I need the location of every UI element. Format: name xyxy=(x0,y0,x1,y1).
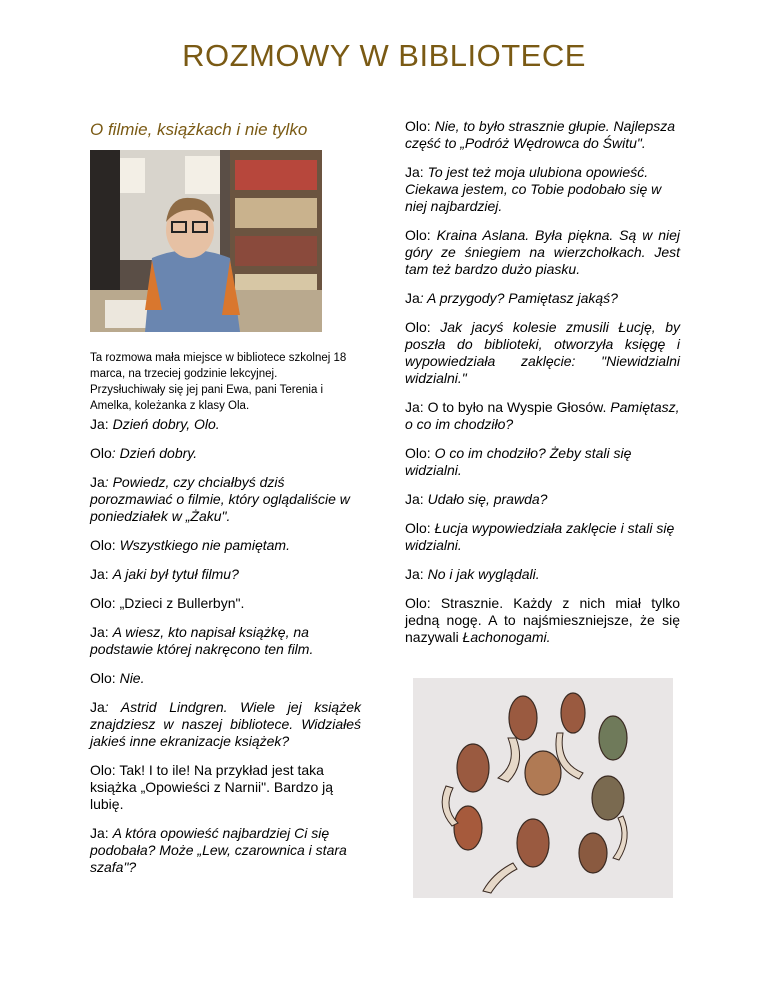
interview-caption: Ta rozmowa mała miejsce w bibliotece szkolnej 18 marca, na trzeciej godzinie lekcyjnej. Przysłuchiwały się jej pani Ewa, pani Terenia i Amelka, koleżanka z klasy Ola. xyxy=(90,352,347,412)
dialogue-line: Olo: „Dzieci z Bullerbyn". xyxy=(90,595,245,611)
dialogue-line: Ja: A jaki był tytuł filmu? xyxy=(90,566,239,582)
left-column xyxy=(90,416,361,888)
dialogue-line: Ja: To jest też moja ulubiona opowieść. Ciekawa jestem, co Tobie podobało się w niej najbardziej. xyxy=(405,164,662,214)
page-title: ROZMOWY W BIBLIOTECE xyxy=(182,38,586,73)
dialogue-line: Olo: Nie, to było strasznie głupie. Najlepsza część to „Podróż Wędrowca do Świtu". xyxy=(405,118,676,151)
dialogue-line: Ja: A przygody? Pamiętasz jakąś? xyxy=(405,290,618,306)
dialogue-line: Olo: O co im chodziło? Żeby stali się widzialni. xyxy=(405,445,632,478)
dialogue-line: Ja: Powiedz, czy chciałbyś dziś porozmawiać o filmie, który oglądaliście w poniedziałek w „Żaku". xyxy=(90,474,350,524)
dialogue-line: Olo: Dzień dobry. xyxy=(90,445,198,461)
dufflepuds-illustration xyxy=(413,678,673,898)
dialogue-line: Ja: O to było na Wyspie Głosów. Pamiętasz, o co im chodziło? xyxy=(405,399,680,432)
dialogue-line: Olo: Strasznie. Każdy z nich miał tylko jedną nogę. A to najśmieszniejsze, że się nazywali Łachonogami. xyxy=(405,595,680,645)
boy-photo xyxy=(90,150,322,332)
dialogue-line: Olo: Nie. xyxy=(90,670,145,686)
article-subtitle: O filmie, książkach i nie tylko xyxy=(90,120,308,139)
dialogue-line: Ja: A wiesz, kto napisał książkę, na podstawie której nakręcono ten film. xyxy=(90,624,314,657)
dialogue-line: Ja: Dzień dobry, Olo. xyxy=(90,416,220,432)
right-column xyxy=(405,118,680,658)
dialogue-line: Ja: No i jak wyglądali. xyxy=(405,566,540,582)
dialogue-line: Olo: Wszystkiego nie pamiętam. xyxy=(90,537,290,553)
dialogue-line: Olo: Jak jacyś kolesie zmusili Łucję, by poszła do biblioteki, otworzyła księgę i wypowiedziała zaklęcie: "Niewidzialni widzialni." xyxy=(405,319,680,386)
dialogue-line: Olo: Tak! I to ile! Na przykład jest taka książka „Opowieści z Narnii". Bardzo ją lubię. xyxy=(90,762,334,812)
dialogue-line: Ja: A która opowieść najbardziej Ci się podobała? Może „Lew, czarownica i stara szafa"? xyxy=(90,825,347,875)
dialogue-line: Ja: Udało się, prawda? xyxy=(405,491,548,507)
dialogue-line: Olo: Łucja wypowiedziała zaklęcie i stali się widzialni. xyxy=(405,520,675,553)
dialogue-line: Olo: Kraina Aslana. Była piękna. Są w niej góry ze śniegiem na wierzchołkach. Jest tam też bardzo dużo piasku. xyxy=(405,227,680,277)
dialogue-line: Ja: Astrid Lindgren. Wiele jej książek znajdziesz w naszej bibliotece. Widziałeś jakieś inne ekranizacje książek? xyxy=(90,699,361,749)
